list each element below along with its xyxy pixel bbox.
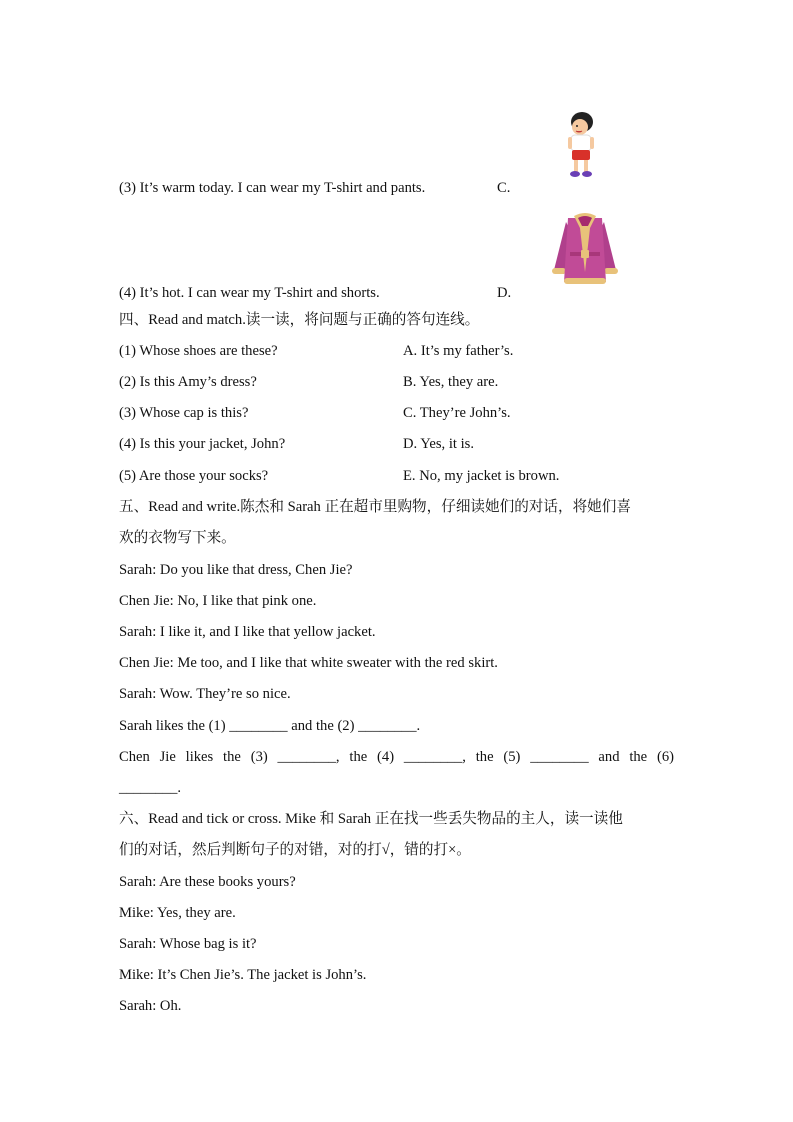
match-sentence-3: (3) It’s warm today. I can wear my T-shirt and pants. — [119, 180, 426, 196]
dialogue-line: Chen Jie: Me too, and I like that white sweater with the red skirt. — [119, 655, 498, 671]
word: likes — [185, 749, 214, 765]
word: Chen — [119, 749, 150, 765]
section6-heading-line1: 六、Read and tick or cross. Mike 和 Sarah 正在找一些丢失物品的主人，读一读他 — [119, 811, 623, 827]
word: (5) — [503, 749, 521, 765]
blank-5: ________ — [530, 749, 589, 765]
boy-picture — [560, 110, 604, 182]
blank-3: ________, — [277, 749, 340, 765]
word: Jie — [159, 749, 176, 765]
question-5: (5) Are those your socks? — [119, 468, 269, 484]
section5-heading-line2: 欢的衣物写下来。 — [119, 530, 236, 546]
word: the — [475, 749, 494, 765]
question-2: (2) Is this Amy’s dress? — [119, 374, 257, 390]
section5-heading-line1: 五、Read and write.陈杰和 Sarah 正在超市里购物，仔细读她们的对话，将她们喜 — [119, 499, 631, 515]
blank-6: ________. — [119, 780, 182, 796]
answer-a: A. It’s my father’s. — [403, 343, 514, 359]
fill-blank-chen-jie — [119, 747, 674, 767]
blank-4: ________, — [403, 749, 466, 765]
dialogue-line: Sarah: Wow. They’re so nice. — [119, 686, 291, 702]
dialogue-line: Sarah: Do you like that dress, Chen Jie? — [119, 562, 353, 578]
question-1: (1) Whose shoes are these? — [119, 343, 278, 359]
section6-heading-line2: 们的对话，然后判断句子的对错，对的打√，错的打×。 — [119, 842, 471, 858]
answer-d: D. Yes, it is. — [403, 436, 474, 452]
word: (4) — [377, 749, 395, 765]
answer-c: C. They’re John’s. — [403, 405, 511, 421]
word: (6) — [656, 749, 674, 765]
dialogue-line: Sarah: Oh. — [119, 998, 182, 1014]
match-letter-c: C. — [497, 180, 511, 196]
answer-b: B. Yes, they are. — [403, 374, 499, 390]
section4-heading: 四、Read and match.读一读，将问题与正确的答句连线。 — [119, 312, 480, 328]
match-sentence-4: (4) It’s hot. I can wear my T-shirt and shorts. — [119, 285, 380, 301]
dialogue-line: Sarah: Whose bag is it? — [119, 936, 257, 952]
match-letter-d: D. — [497, 285, 512, 301]
dialogue-line: Sarah: Are these books yours? — [119, 874, 296, 890]
question-4: (4) Is this your jacket, John? — [119, 436, 286, 452]
question-3: (3) Whose cap is this? — [119, 405, 249, 421]
word: (3) — [250, 749, 268, 765]
dialogue-line: Sarah: I like it, and I like that yellow jacket. — [119, 624, 376, 640]
coat-picture — [550, 212, 620, 288]
word: the — [349, 749, 368, 765]
fill-blank-sarah: Sarah likes the (1) ________ and the (2) ________. — [119, 718, 421, 734]
word: and — [598, 749, 620, 765]
word: the — [629, 749, 648, 765]
dialogue-line: Mike: Yes, they are. — [119, 905, 236, 921]
answer-e: E. No, my jacket is brown. — [403, 468, 560, 484]
word: the — [223, 749, 241, 765]
dialogue-line: Chen Jie: No, I like that pink one. — [119, 593, 317, 609]
dialogue-line: Mike: It’s Chen Jie’s. The jacket is John’s. — [119, 967, 367, 983]
